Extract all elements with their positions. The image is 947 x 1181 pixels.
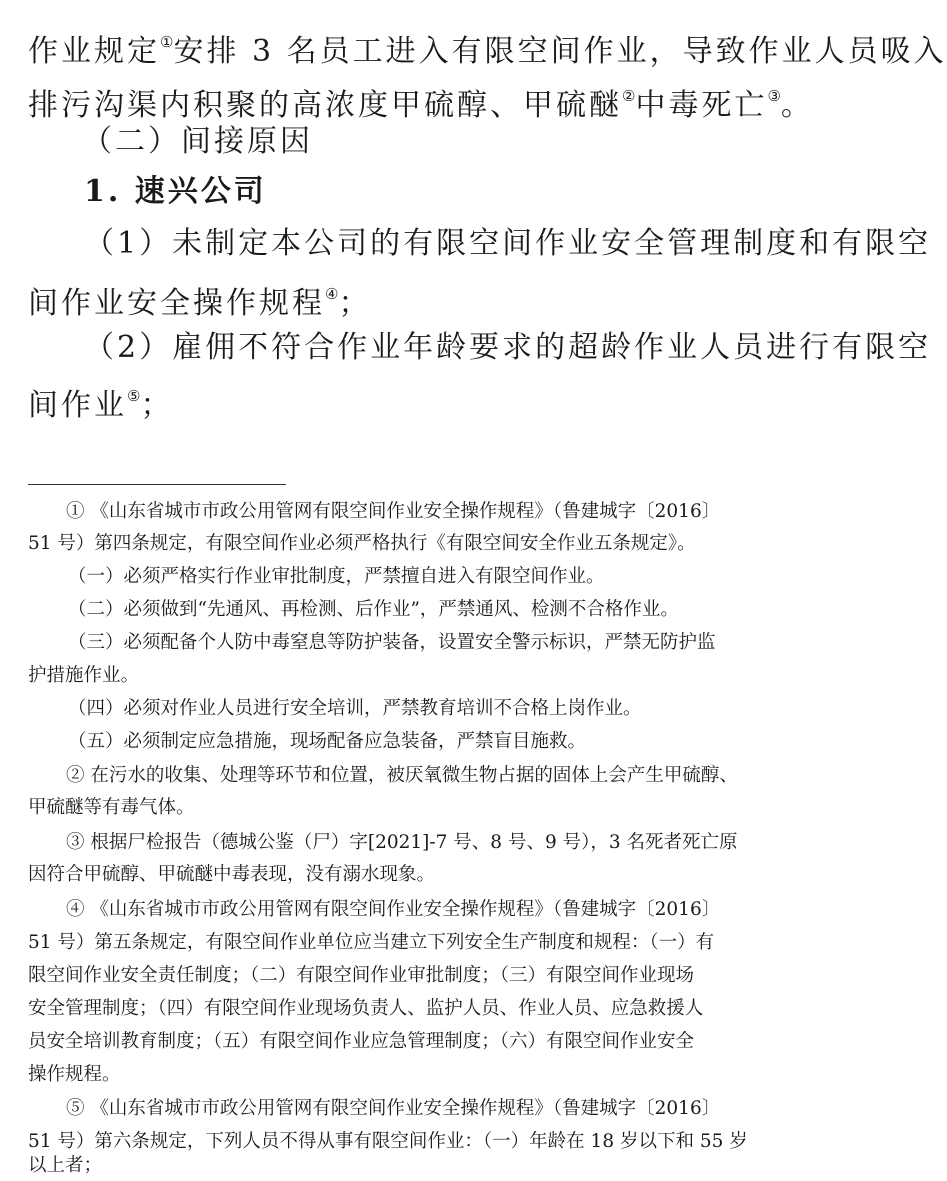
footnote-1-item-3a: （三）必须配备个人防中毒窒息等防护装备，设置安全警示标识，严禁无防护监 — [68, 632, 716, 653]
footnote-1-item-3b: 护措施作业。 — [28, 665, 140, 686]
body-text: 安排 3 名员工进入有限空间作业，导致作业人员吸入 — [173, 34, 947, 69]
body-line-item-2b — [28, 376, 828, 426]
footnote-1-item-5: （五）必须制定应急措施，现场配备应急装备，严禁盲目施救。 — [68, 731, 587, 752]
footnote-ref-2[interactable]: ② — [622, 87, 636, 105]
footnote-1-line-2: 51 号）第四条规定，有限空间作业必须严格执行《有限空间安全作业五条规定》。 — [28, 533, 696, 554]
body-line-2 — [28, 76, 828, 126]
body-line-item-1b — [28, 274, 828, 324]
body-line-1 — [28, 22, 947, 72]
footnote-5-line-3: 以上者； — [28, 1155, 103, 1176]
footnote-4-line-5: 员安全培训教育制度；（五）有限空间作业应急管理制度；（六）有限空间作业安全 — [28, 1031, 695, 1052]
footnote-4-line-1: ④ 《山东省城市市政公用管网有限空间作业安全操作规程》（鲁建城字〔2016〕 — [66, 899, 721, 920]
body-text: ； — [338, 286, 372, 321]
footnote-4-line-6: 操作规程。 — [28, 1064, 121, 1085]
footnote-1-item-2: （二）必须做到“先通风、再检测、后作业”，严禁通风、检测不合格作业。 — [68, 599, 679, 620]
body-text: 间作业安全操作规程 — [28, 286, 325, 321]
body-text: 排污沟渠内积聚的高浓度甲硫醇、甲硫醚 — [28, 88, 622, 123]
footnote-2-line-1: ② 在污水的收集、处理等环节和位置，被厌氧微生物占据的固体上会产生甲硫醇、 — [66, 765, 738, 786]
footnote-ref-5[interactable]: ⑤ — [127, 387, 141, 405]
footnote-ref-3[interactable]: ③ — [767, 87, 781, 105]
footnote-5-line-2: 51 号）第六条规定，下列人员不得从事有限空间作业：（一）年龄在 18 岁以下和 55 岁 — [28, 1131, 748, 1152]
body-line-item-2a: （2）雇佣不符合作业年龄要求的超龄作业人员进行有限空 — [84, 330, 932, 365]
footnote-1-item-4: （四）必须对作业人员进行安全培训，严禁教育培训不合格上岗作业。 — [68, 698, 642, 719]
footnote-3-line-2: 因符合甲硫醇、甲硫醚中毒表现，没有溺水现象。 — [28, 864, 436, 885]
body-line-item-1a: （1）未制定本公司的有限空间作业安全管理制度和有限空 — [84, 226, 932, 261]
footnote-separator — [28, 484, 286, 485]
subsection-heading: 1. 速兴公司 — [84, 174, 267, 209]
body-text: 间作业 — [28, 388, 127, 423]
body-text: 中毒死亡 — [635, 88, 768, 123]
footnote-2-line-2: 甲硫醚等有毒气体。 — [28, 797, 195, 818]
footnote-4-line-4: 安全管理制度；（四）有限空间作业现场负责人、监护人员、作业人员、应急救援人 — [28, 998, 704, 1019]
body-text: ； — [140, 388, 174, 423]
footnote-ref-4[interactable]: ④ — [325, 285, 339, 303]
footnote-4-line-3: 限空间作业安全责任制度；（二）有限空间作业审批制度；（三）有限空间作业现场 — [28, 965, 695, 986]
footnote-1-item-1: （一）必须严格实行作业审批制度，严禁擅自进入有限空间作业。 — [68, 566, 605, 587]
body-text: 。 — [780, 88, 814, 123]
footnote-1-line-1: ① 《山东省城市市政公用管网有限空间作业安全操作规程》（鲁建城字〔2016〕 — [66, 501, 721, 522]
body-text: 作业规定 — [28, 34, 160, 69]
footnote-3-line-1: ③ 根据尸检报告（德城公鉴（尸）字[2021]-7 号、8 号、9 号），3 名死者死亡原 — [66, 832, 738, 853]
section-heading: （二）间接原因 — [82, 124, 313, 159]
footnote-5-line-1: ⑤ 《山东省城市市政公用管网有限空间作业安全操作规程》（鲁建城字〔2016〕 — [66, 1098, 721, 1119]
footnote-ref-1[interactable]: ① — [160, 33, 174, 51]
footnote-4-line-2: 51 号）第五条规定，有限空间作业单位应当建立下列安全生产制度和规程：（一）有 — [28, 932, 715, 953]
